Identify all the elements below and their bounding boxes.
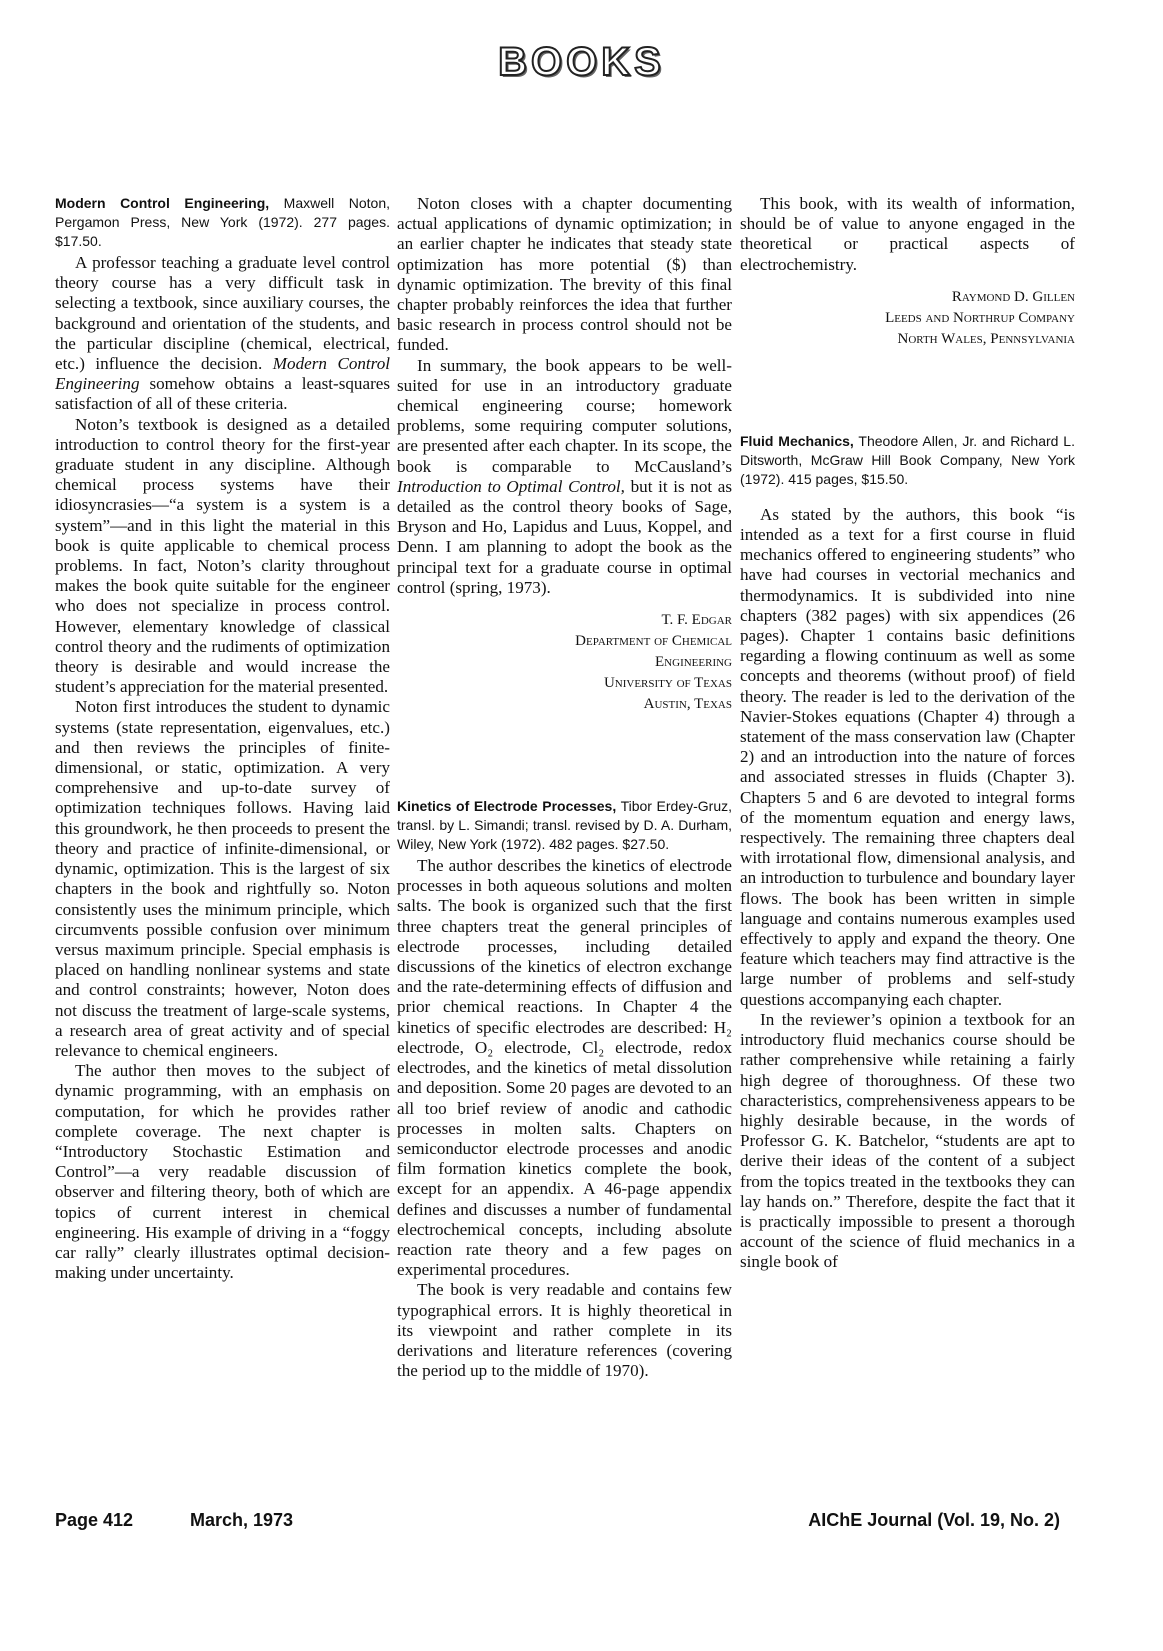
- reviewer-affiliation: Leeds and Northrup Company: [885, 309, 1075, 326]
- review-heading: [55, 194, 390, 251]
- issue-date: March, 1973: [190, 1510, 294, 1530]
- paragraph: This book, with its wealth of information, should be of value to anyone engaged in the theoretical or practical aspects of electrochemistry.: [740, 194, 1075, 274]
- reviewer-location: Austin, Texas: [643, 696, 732, 713]
- column-3: [740, 194, 1075, 1594]
- journal-name: AIChE Journal (Vol. 19, No. 2): [808, 1510, 1060, 1530]
- paragraph: A professor teaching a graduate level control theory course has a very difficult task in selecting a textbook, since auxiliary courses, the background and orientation of the students, and the particular discipline (chemical, electrical, etc.) influence the decision. Modern Control Engineering somehow obtains a least-squares satisfaction of all of these criteria.: [55, 253, 390, 414]
- column-2: [397, 194, 732, 1594]
- book-citation: Theodore Allen, Jr. and Richard L. Ditsworth, McGraw Hill Book Company, New York (1972). 415 pages, $15.50.: [740, 432, 1075, 487]
- paragraph: Noton first introduces the student to dynamic systems (state representation, eigenvalues, etc.) and then reviews the principles of finite-dimensional, or static, optimization. A very comprehensive and up-to-date survey of optimization techniques follows. Having laid this groundwork, he then proceeds to present the theory and practice of infinite-dimensional, or dynamic, optimization. This is the largest of six chapters in the book and rightfully so. Noton consistently uses the minimum principle, which circumvents possible confusion over minimum versus maximum principle. Special emphasis is placed on handling nonlinear systems and state and control constraints; however, Noton does not discuss the treatment of large-scale systems, a research area of great activity and of special relevance to chemical engineers.: [55, 697, 390, 1060]
- reviewer-name: T. F. Edgar: [661, 612, 732, 629]
- paragraph: In summary, the book appears to be well-suited for use in an introductory graduate chemical engineering course; homework problems, some requiring computer solutions, are presented after each chapter. In its scope, the book is comparable to McCausland’s Introduction to Optimal Control, but it is not as detailed as the control theory books of Sage, Bryson and Ho, Lapidus and Luus, Koppel, and Denn. I am planning to adopt the book as the principal text for a graduate course in optimal control (spring, 1973).: [397, 355, 732, 597]
- reviewer-location: North Wales, Pennsylvania: [897, 330, 1075, 347]
- book-citation: Tibor Erdey-Gruz, transl. by L. Simandi; transl. revised by D. A. Durham, Wiley, New York (1972). 482 pages. $27.50.: [397, 798, 732, 853]
- book-title: Kinetics of Electrode Processes,: [397, 798, 617, 815]
- review-heading: [397, 797, 732, 854]
- book-title: Modern Control Engineering,: [55, 195, 270, 211]
- paragraph: The author describes the kinetics of electrode processes in both aqueous solutions and molten salts. The book is organized such that the first three chapters treat the general principles of electrode processes, including detailed discussions of the kinetics of electron exchange and the rate-determining effects of diffusion and prior chemical reactions. In Chapter 4 the kinetics of specific electrodes are described: H₂ electrode, O₂ electrode, Cl₂ electrode, redox electrodes, and the kinetics of metal dissolution and deposition. Some 20 pages are devoted to an all too brief review of anodic and cathodic processes in molten salts. Chapters on semiconductor electrode processes and anodic film formation kinetics complete the book, except for an appendix. A 46-page appendix defines and discusses a number of fundamental electrochemical concepts, including absolute reaction rate theory and a few pages on experimental procedures.: [397, 856, 732, 1280]
- reviewer-affiliation: University of Texas: [603, 675, 732, 692]
- paragraph: As stated by the authors, this book “is intended as a text for a first course in fluid mechanics offered to engineering students” who have had courses in vectorial mechanics and thermodynamics. It is subdivided into nine chapters (382 pages) with six appendices (26 pages). Chapter 1 contains basic definitions regarding a flowing continuum as well as some concepts and theorems (without proof) of field theory. The reader is led to the derivation of the Navier-Stokes equations (Chapter 4) through a statement of the mass conservation law (Chapter 2) and an introduction into the nature of forces and associated stresses in fluids (Chapter 3). Chapters 5 and 6 are devoted to integral forms of the momentum equation and energy laws, respectively. The remaining three chapters deal with irrotational flow, dimensional analysis, and an introduction to turbulence and boundary layer flows. The book has been written in simple language and contains numerous examples used effectively to apply and expand the theory. One feature which teachers may find attractive is the large number of problems and self-study questions accompanying each chapter.: [740, 504, 1075, 1009]
- column-1: [55, 194, 390, 1594]
- paragraph: The book is very readable and contains few typographical errors. It is highly theoretical in its viewpoint and rather complete in its derivations and literature references (covering the period up to the middle of 1970).: [397, 1280, 732, 1381]
- reviewer-affiliation: Engineering: [655, 654, 732, 671]
- page-number: Page 412: [55, 1510, 134, 1530]
- reviewer-affiliation: Department of Chemical: [575, 633, 732, 650]
- book-title: Fluid Mechanics,: [740, 432, 854, 449]
- book-title-italic: Modern Control Engineering: [55, 354, 390, 394]
- paragraph: The author then moves to the subject of dynamic programming, with an emphasis on computation, for which he provides rather complete coverage. The next chapter is “Introductory Stochastic Estimation and Control”—a very readable discussion of observer and filtering theory, both of which are topics of current interest in chemical engineering. His example of driving in a “foggy car rally” clearly illustrates optimal decision-making under uncertainty.: [55, 1061, 390, 1283]
- book-title-italic: Introduction to Optimal Control,: [397, 476, 625, 496]
- book-citation: Maxwell Noton, Pergamon Press, New York (1972). 277 pages. $17.50.: [55, 195, 390, 249]
- page-title: BOOKS: [498, 40, 665, 84]
- reviewer-name: Raymond D. Gillen: [951, 288, 1075, 305]
- paragraph: Noton closes with a chapter documenting actual applications of dynamic optimization; in an earlier chapter he indicates that steady state optimization has more potential ($) than dynamic optimization. The brevity of this final chapter probably reinforces the idea that further basic research in process control should not be funded.: [397, 194, 732, 355]
- paragraph: Noton’s textbook is designed as a detailed introduction to control theory for the first-year graduate student in any discipline. Although chemical process systems have their idiosyncrasies—“a system is a system is a system”—and in this light the material in this book is quite applicable to chemical process problems. In fact, Noton’s clarity throughout makes the book quite suitable for the engineer who does not specialize in process control. However, elementary knowledge of classical control theory and the rudiments of optimization theory is desirable and would increase the student’s appreciation for the material presented.: [55, 414, 390, 697]
- review-heading: [740, 432, 1075, 489]
- paragraph: In the reviewer’s opinion a textbook for an introductory fluid mechanics course should be rather comprehensive while retaining a fairly high degree of thoroughness. Of these two characteristics, comprehensiveness appears to be highly desirable because, in the words of Professor G. K. Batchelor, “students are apt to derive their ideas of the content of a subject from the topics treated in the textbooks they can lay hands on.” Therefore, despite the fact that it is practically impossible to present a thorough account of the science of fluid mechanics in a single book of: [740, 1009, 1075, 1272]
